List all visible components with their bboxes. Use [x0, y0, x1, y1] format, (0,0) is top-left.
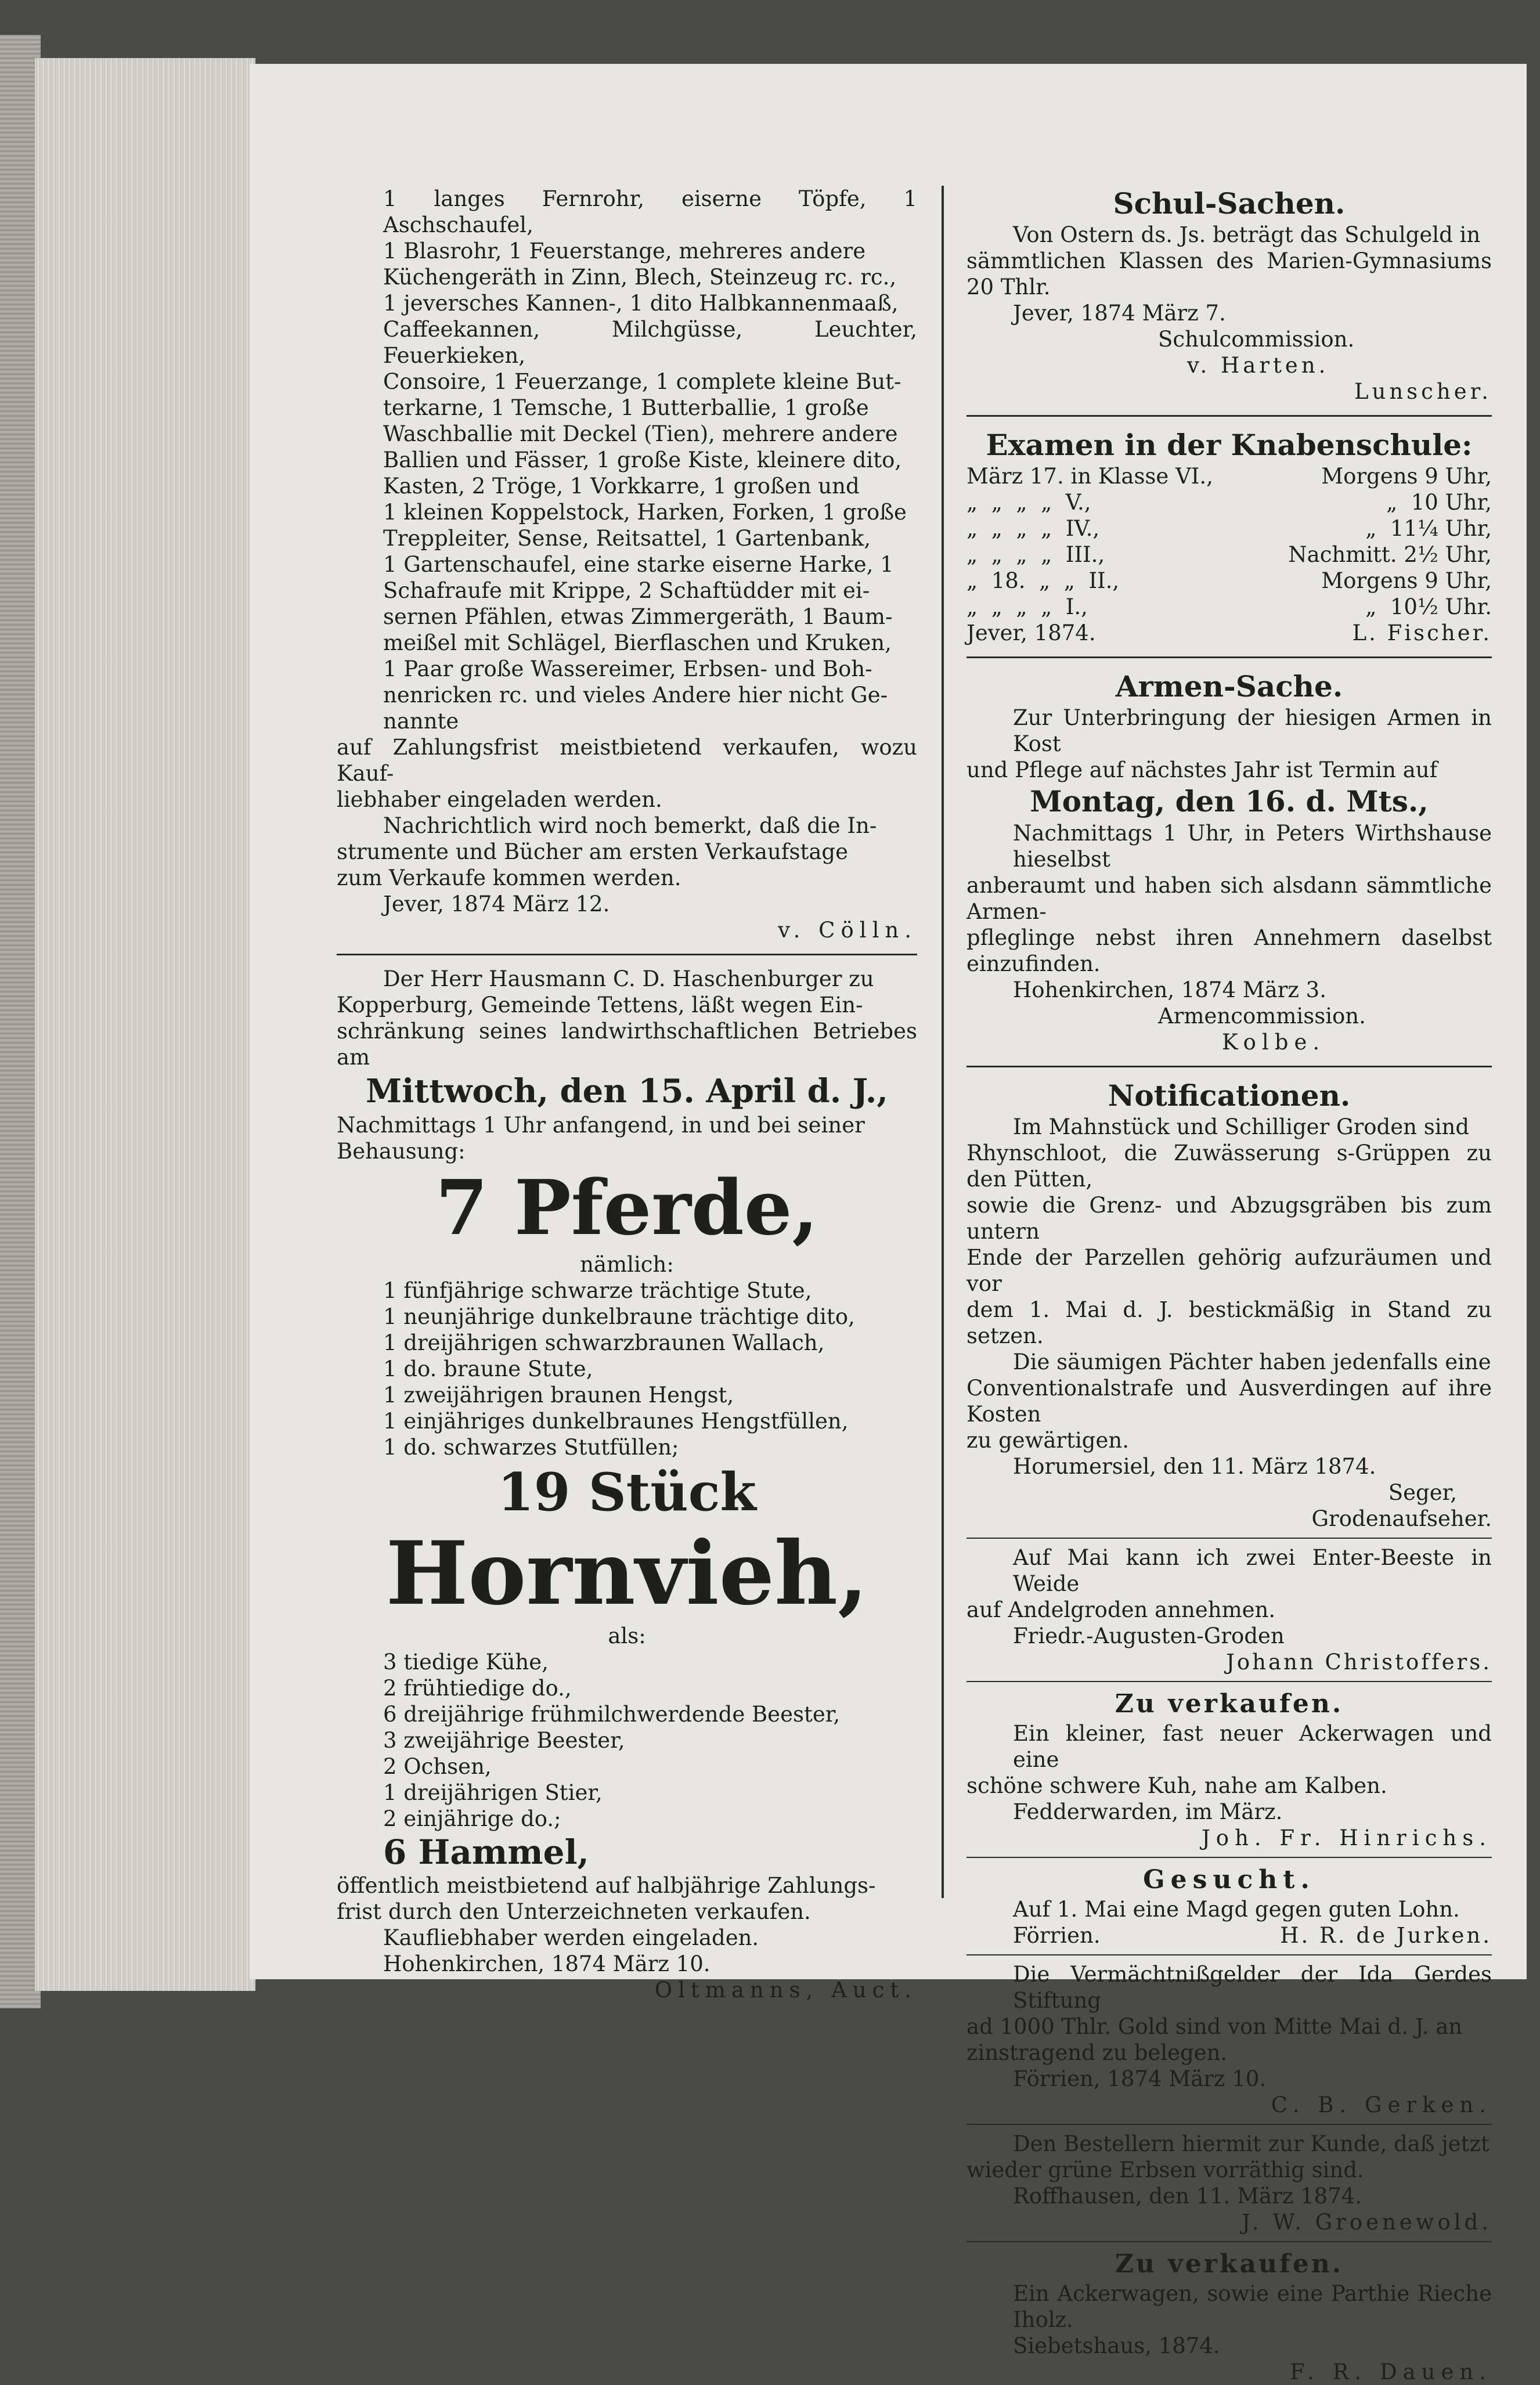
exam-time: Morgens 9 Uhr, — [1321, 464, 1492, 489]
ad1-line: terkarne, 1 Temsche, 1 Butterballie, 1 große — [383, 395, 869, 420]
ad1-line: 1 Paar große Wassereimer, Erbsen- und Boh- — [383, 656, 872, 681]
ad1-line: Kasten, 2 Tröge, 1 Vorkkarre, 1 großen und — [383, 474, 860, 499]
cattle-item: 3 tiedige Kühe, — [383, 1650, 549, 1675]
sale-notice-2 — [966, 2248, 1492, 2385]
exam-signature: L. Fischer. — [1352, 620, 1492, 645]
ad1-signature: v. Cölln. — [778, 918, 917, 943]
section-rule — [966, 1066, 1492, 1067]
book-page-edges — [35, 58, 255, 1991]
sale2-line: Ein Ackerwagen, sowie eine Parthie Rieche Iholz. — [1013, 2281, 1492, 2332]
poor-line: und Pflege auf nächstes Jahr ist Termin auf — [966, 757, 1438, 782]
school-committee: Schulcommission. — [1158, 327, 1355, 352]
ad1-cont: auf Zahlungsfrist meistbietend verkaufen, wozu Kauf- — [337, 735, 917, 786]
notif-line: dem 1. Mai d. J. bestickmäßig in Stand zu setzen. — [966, 1297, 1492, 1348]
peas-line: wieder grüne Erbsen vorräthig sind. — [966, 2157, 1364, 2182]
poor-title: Armen-Sache. — [1115, 669, 1343, 703]
ad2-time: Nachmittags 1 Uhr anfangend, in und bei seiner — [337, 1113, 865, 1138]
section-rule — [966, 656, 1492, 658]
poor-signature: Kolbe. — [1222, 1030, 1326, 1055]
exam-time: Nachmitt. 2½ Uhr, — [1288, 542, 1492, 567]
cattle-item: 2 einjährige do.; — [383, 1806, 561, 1831]
pasture-signature: Johann Christoffers. — [1226, 1650, 1492, 1675]
section-rule — [966, 1681, 1492, 1682]
exam-class: „ „ „ „ IV., — [966, 516, 1100, 541]
sale2-title: Zu verkaufen. — [1115, 2249, 1344, 2279]
notif-line-2: Die säumigen Pächter haben jedenfalls eine — [1013, 1350, 1491, 1374]
exam-row — [966, 515, 1492, 542]
pasture-line: auf Andelgroden annehmen. — [966, 1597, 1276, 1622]
cattle-headline: Hornvieh, — [385, 1522, 868, 1625]
ad1-line: nenricken rc. und vieles Andere hier nicht Ge- — [383, 683, 888, 708]
horse-item: 1 do. schwarzes Stutfüllen; — [383, 1435, 679, 1460]
peas-line: Den Bestellern hiermit zur Kunde, daß jetzt — [1013, 2131, 1489, 2156]
column-divider — [942, 186, 944, 1898]
namely-label: nämlich: — [580, 1252, 674, 1277]
sale2-signature: F. R. Dauen. — [1290, 2359, 1492, 2384]
sale1-line: schöne schwere Kuh, nahe am Kalben. — [966, 1773, 1387, 1798]
exam-class: „ „ „ „ I., — [966, 594, 1088, 619]
exam-row — [966, 568, 1492, 594]
peas-place-date: Roffhausen, den 11. März 1874. — [1013, 2184, 1362, 2209]
ad2-time: Behausung: — [337, 1139, 466, 1164]
ad1-line: Consoire, 1 Feuerzange, 1 complete kleine But- — [383, 369, 901, 394]
section-rule — [966, 1857, 1492, 1858]
ad2-buyers: Kaufliebhaber werden eingeladen. — [383, 1925, 759, 1950]
section-rule — [966, 2241, 1492, 2242]
exam-time: Morgens 9 Uhr, — [1321, 568, 1492, 593]
auction-ad-livestock — [337, 966, 917, 2003]
sale1-place: Fedderwarden, im März. — [1013, 1799, 1283, 1824]
wanted-signature: H. R. de Jurken. — [1280, 1923, 1492, 1948]
poor-line-2: pfleglinge nebst ihren Annehmern daselbst einzufinden. — [966, 925, 1492, 976]
ad2-place-date: Hohenkirchen, 1874 März 10. — [383, 1951, 711, 1976]
notification-notice — [966, 1078, 1492, 1532]
exam-footer — [966, 620, 1492, 646]
school-line: sämmtlichen Klassen des Marien-Gymnasiums 20 Thlr. — [966, 248, 1492, 300]
notif-place-date: Horumersiel, den 11. März 1874. — [1013, 1454, 1376, 1479]
wanted-notice — [966, 1864, 1492, 1949]
ad1-line: Ballien und Fässer, 1 große Kiste, kleinere dito, — [383, 448, 902, 472]
ad1-line: meißel mit Schlägel, Bierflaschen und Kruken, — [383, 630, 892, 655]
exam-row — [966, 542, 1492, 568]
cattle-item: 1 dreijährigen Stier, — [383, 1780, 603, 1805]
exam-time: „ 10 Uhr, — [1386, 490, 1492, 515]
cattle-item: 2 Ochsen, — [383, 1754, 492, 1779]
bequest-notice — [966, 1961, 1492, 2118]
ad2-intro: schränkung seines landwirthschaftlichen Betriebes am — [337, 1019, 917, 1070]
ad1-line: 1 kleinen Koppelstock, Harken, Forken, 1 große — [383, 500, 907, 525]
school-line: Von Ostern ds. Js. beträgt das Schulgeld in — [1013, 222, 1481, 247]
horse-item: 1 einjähriges dunkelbraunes Hengstfüllen, — [383, 1409, 849, 1434]
ad1-cont: liebhaber eingeladen werden. — [337, 787, 662, 812]
count-headline: 19 Stück — [497, 1462, 756, 1523]
exam-row — [966, 489, 1492, 515]
ad2-closing: öffentlich meistbietend auf halbjährige Zahlungs- — [337, 1873, 876, 1898]
peas-signature: J. W. Groenewold. — [1242, 2210, 1492, 2235]
ad1-line: Schafraufe mit Krippe, 2 Schaftüdder mit ei- — [383, 578, 870, 603]
section-rule — [966, 415, 1492, 417]
notif-signature-title: Grodenaufseher. — [1311, 1506, 1492, 1531]
horse-item: 1 neunjährige dunkelbraune trächtige dito, — [383, 1304, 855, 1329]
notif-title: Notificationen. — [1108, 1078, 1351, 1113]
wanted-footer — [966, 1922, 1492, 1949]
school-signature-2: Lunscher. — [1354, 379, 1492, 404]
section-rule — [966, 2124, 1492, 2125]
school-title: Schul-Sachen. — [1113, 186, 1346, 221]
sale1-line: Ein kleiner, fast neuer Ackerwagen und eine — [1013, 1721, 1492, 1772]
ad1-line: Küchengeräth in Zinn, Blech, Steinzeug rc. rc., — [383, 265, 897, 290]
exam-notice — [966, 427, 1492, 646]
bequest-line: zinstragend zu belegen. — [966, 2040, 1228, 2065]
exam-row — [966, 594, 1492, 620]
section-rule — [966, 1954, 1492, 1955]
ad2-signature: Oltmanns, Auct. — [654, 1978, 917, 2002]
cattle-item: 3 zweijährige Beester, — [383, 1728, 625, 1753]
horse-item: 1 fünfjährige schwarze trächtige Stute, — [383, 1278, 812, 1303]
exam-class: März 17. in Klasse VI., — [966, 464, 1213, 489]
bequest-signature: C. B. Gerken. — [1271, 2092, 1492, 2117]
sale1-title: Zu verkaufen. — [1115, 1689, 1344, 1719]
pasture-place: Friedr.-Augusten-Groden — [1013, 1623, 1285, 1648]
horse-item: 1 dreijährigen schwarzbraunen Wallach, — [383, 1330, 825, 1355]
poor-committee: Armencommission. — [1158, 1004, 1366, 1029]
exam-place-date: Jever, 1874. — [966, 620, 1096, 645]
exam-title: Examen in der Knabenschule: — [986, 428, 1473, 462]
notif-line: Rhynschloot, die Zuwässerung s-Grüppen zu den Pütten, — [966, 1141, 1492, 1192]
bequest-line: Die Vermächtnißgelder der Ida Gerdes Stiftung — [1013, 1962, 1492, 2013]
poor-relief-notice — [966, 669, 1492, 1055]
right-column — [966, 186, 1492, 2385]
exam-time: „ 10½ Uhr. — [1365, 594, 1492, 619]
ad1-line: sernen Pfählen, etwas Zimmergeräth, 1 Baum- — [383, 604, 893, 629]
sheep-headline: 6 Hammel, — [383, 1832, 589, 1872]
notif-line: sowie die Grenz- und Abzugsgräben bis zum untern — [966, 1193, 1492, 1244]
ad1-note: strumente und Bücher am ersten Verkaufstage — [337, 839, 848, 864]
horse-item: 1 do. braune Stute, — [383, 1356, 593, 1381]
notif-line: Ende der Parzellen gehörig aufzuräumen und vor — [966, 1245, 1492, 1296]
poor-line-2: Nachmittags 1 Uhr, in Peters Wirthshause hieselbst — [1013, 821, 1492, 872]
ad2-intro: Der Herr Hausmann C. D. Haschenburger zu — [383, 966, 874, 991]
pasture-line: Auf Mai kann ich zwei Enter-Beeste in Weide — [1013, 1545, 1492, 1596]
section-rule — [337, 954, 917, 955]
exam-time: „ 11¼ Uhr, — [1365, 516, 1492, 541]
left-column — [337, 186, 917, 2003]
exam-class: „ 18. „ „ II., — [966, 568, 1120, 593]
school-signature: v. Harten. — [1187, 353, 1329, 378]
ad1-note: Nachrichtlich wird noch bemerkt, daß die In- — [383, 813, 877, 838]
ad1-line: Waschballie mit Deckel (Tien), mehrere andere — [383, 421, 898, 446]
school-place-date: Jever, 1874 März 7. — [1013, 301, 1226, 326]
section-rule — [966, 1538, 1492, 1539]
ad2-closing: frist durch den Unterzeichneten verkaufen. — [337, 1899, 811, 1924]
poor-place-date: Hohenkirchen, 1874 März 3. — [1013, 977, 1326, 1002]
pasture-notice — [966, 1545, 1492, 1675]
school-notice — [966, 186, 1492, 405]
exam-class: „ „ „ „ III., — [966, 542, 1105, 567]
ad2-intro: Kopperburg, Gemeinde Tettens, läßt wegen Ein- — [337, 993, 863, 1017]
wanted-place: Förrien. — [1013, 1923, 1101, 1948]
as-label: als: — [608, 1623, 646, 1648]
ad2-date-headline: Mittwoch, den 15. April d. J., — [366, 1072, 888, 1110]
exam-class: „ „ „ „ V., — [966, 490, 1091, 515]
poor-line-2: anberaumt und haben sich alsdann sämmtliche Armen- — [966, 873, 1492, 924]
notif-signature: Seger, — [1388, 1480, 1457, 1505]
sale2-place-date: Siebetshaus, 1874. — [1013, 2333, 1220, 2358]
cattle-item: 6 dreijährige frühmilchwerdende Beester, — [383, 1702, 841, 1727]
ad1-line: 1 Gartenschaufel, eine starke eiserne Harke, 1 — [383, 552, 894, 577]
bequest-place-date: Förrien, 1874 März 10. — [1013, 2066, 1267, 2091]
notif-line-2: zu gewärtigen. — [966, 1428, 1129, 1453]
exam-row — [966, 463, 1492, 489]
ad1-line: 1 Blasrohr, 1 Feuerstange, mehreres andere — [383, 239, 866, 264]
peas-notice — [966, 2131, 1492, 2235]
ad1-note: zum Verkaufe kommen werden. — [337, 865, 681, 890]
ad1-line: Caffeekannen, Milchgüsse, Leuchter, Feuerkieken, — [383, 317, 917, 368]
wanted-line: Auf 1. Mai eine Magd gegen guten Lohn. — [1013, 1897, 1460, 1922]
poor-line: Zur Unterbringung der hiesigen Armen in Kost — [1013, 705, 1492, 756]
cattle-item: 2 frühtiedige do., — [383, 1676, 572, 1701]
horse-item: 1 zweijährigen braunen Hengst, — [383, 1383, 734, 1408]
auction-ad-household — [337, 186, 917, 943]
poor-date-headline: Montag, den 16. d. Mts., — [1030, 784, 1429, 818]
ad1-line: 1 langes Fernrohr, eiserne Töpfe, 1 Aschschaufel, — [383, 186, 917, 237]
notif-line: Im Mahnstück und Schilliger Groden sind — [1013, 1114, 1470, 1139]
sale1-signature: Joh. Fr. Hinrichs. — [1201, 1825, 1492, 1850]
ad1-place-date: Jever, 1874 März 12. — [383, 892, 610, 917]
notif-line-2: Conventionalstrafe und Ausverdingen auf ihre Kosten — [966, 1376, 1492, 1427]
ad1-line: Treppleiter, Sense, Reitsattel, 1 Gartenbank, — [383, 526, 871, 551]
bequest-line: ad 1000 Thlr. Gold sind von Mitte Mai d. J. an — [966, 2014, 1463, 2039]
ad1-line: 1 jeversches Kannen-, 1 dito Halbkannenmaaß, — [383, 291, 899, 316]
ad1-line: nannte — [383, 709, 459, 734]
horses-headline: 7 Pferde, — [435, 1163, 818, 1252]
sale-notice-1 — [966, 1688, 1492, 1851]
wanted-title: Gesucht. — [1143, 1865, 1315, 1895]
